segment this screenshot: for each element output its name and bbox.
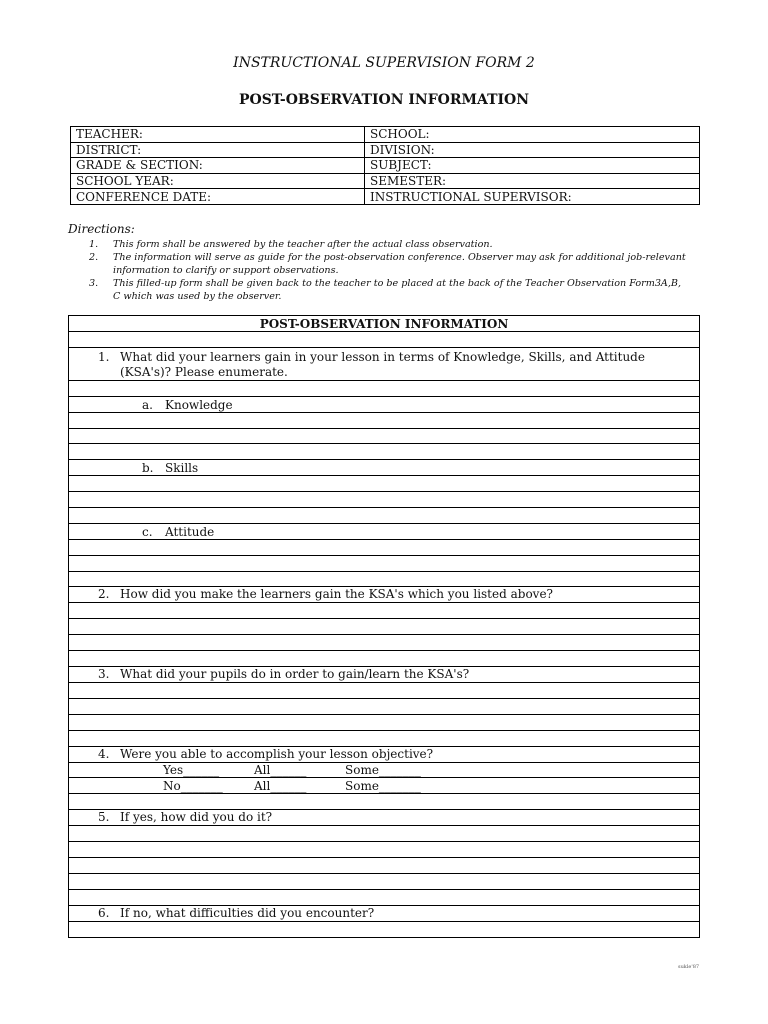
answer-line[interactable] bbox=[69, 412, 700, 428]
subquestion-letter: c. bbox=[142, 524, 153, 539]
direction-text: The information will serve as guide for the post-observation conference. Observer may ask for additional job-relevant information to clarify or support observations. bbox=[113, 252, 686, 276]
answer-line[interactable] bbox=[69, 794, 700, 810]
answer-line[interactable] bbox=[69, 508, 700, 524]
grade-section-field[interactable]: GRADE & SECTION: bbox=[71, 158, 365, 174]
direction-text: This form shall be answered by the teacher after the actual class observation. bbox=[113, 239, 493, 250]
answer-line[interactable] bbox=[69, 714, 700, 730]
question-3-row bbox=[69, 667, 700, 683]
question-text: Were you able to accomplish your lesson objective? bbox=[120, 746, 434, 761]
semester-field[interactable]: SEMESTER: bbox=[365, 173, 700, 189]
directions-block bbox=[68, 222, 688, 303]
direction-number: 2. bbox=[89, 252, 99, 263]
instructional-supervisor-field[interactable]: INSTRUCTIONAL SUPERVISOR: bbox=[365, 189, 700, 205]
question-text: If yes, how did you do it? bbox=[120, 810, 273, 825]
direction-text: This filled-up form shall be given back to the teacher to be placed at the back of the Teacher Observation Form3A,B, C which was used by the observer. bbox=[113, 278, 682, 302]
answer-line[interactable] bbox=[69, 683, 700, 699]
subquestion-label: Attitude bbox=[165, 524, 215, 539]
question-6-row bbox=[69, 905, 700, 921]
subject-field[interactable]: SUBJECT: bbox=[365, 158, 700, 174]
all-blank[interactable]: All______ bbox=[254, 763, 307, 778]
answer-line[interactable] bbox=[69, 555, 700, 571]
question-number: 2. bbox=[98, 587, 110, 602]
conference-date-field[interactable]: CONFERENCE DATE: bbox=[71, 189, 365, 205]
direction-item bbox=[68, 251, 688, 277]
direction-item bbox=[68, 238, 688, 251]
answer-line[interactable] bbox=[69, 889, 700, 905]
answer-line[interactable] bbox=[69, 571, 700, 587]
question-5-row bbox=[69, 810, 700, 826]
answer-line[interactable] bbox=[69, 603, 700, 619]
answer-line[interactable] bbox=[69, 428, 700, 444]
question-4-row bbox=[69, 746, 700, 762]
answer-line[interactable] bbox=[69, 651, 700, 667]
answer-line[interactable] bbox=[69, 380, 700, 396]
question-text: What did your learners gain in your lesson in terms of Knowledge, Skills, and Attitude (KSA's)? Please enumerate. bbox=[120, 349, 645, 379]
directions-heading: Directions: bbox=[68, 222, 135, 236]
directions-list bbox=[68, 238, 688, 303]
answer-line[interactable] bbox=[69, 635, 700, 651]
school-year-field[interactable]: SCHOOL YEAR: bbox=[71, 173, 365, 189]
answer-line[interactable] bbox=[69, 873, 700, 889]
answer-line[interactable] bbox=[69, 842, 700, 858]
subquestion-label: Skills bbox=[165, 461, 199, 476]
answer-line[interactable] bbox=[69, 698, 700, 714]
subquestion-knowledge-row bbox=[69, 396, 700, 412]
direction-item bbox=[68, 277, 688, 303]
division-field[interactable]: DIVISION: bbox=[365, 142, 700, 158]
table-heading: POST-OBSERVATION INFORMATION bbox=[69, 316, 700, 332]
question-2-row bbox=[69, 587, 700, 603]
yes-option-row bbox=[69, 762, 700, 778]
teacher-field[interactable]: TEACHER: bbox=[71, 127, 365, 143]
question-text: What did your pupils do in order to gain/learn the KSA's? bbox=[120, 667, 470, 682]
subquestion-letter: a. bbox=[142, 397, 153, 412]
all-blank[interactable]: All______ bbox=[254, 779, 307, 794]
subquestion-attitude-row bbox=[69, 523, 700, 539]
teacher-info-table bbox=[70, 126, 700, 205]
answer-line[interactable] bbox=[69, 858, 700, 874]
no-option-row bbox=[69, 778, 700, 794]
answer-line[interactable] bbox=[69, 826, 700, 842]
answer-line[interactable] bbox=[69, 476, 700, 492]
direction-number: 3. bbox=[89, 278, 99, 289]
question-text: How did you make the learners gain the KSA's which you listed above? bbox=[120, 587, 553, 602]
school-field[interactable]: SCHOOL: bbox=[365, 127, 700, 143]
post-observation-table bbox=[68, 315, 700, 938]
answer-line[interactable] bbox=[69, 619, 700, 635]
no-blank[interactable]: No_______ bbox=[163, 779, 223, 794]
footer-mark: sukle'87 bbox=[678, 964, 700, 970]
answer-line[interactable] bbox=[69, 492, 700, 508]
subquestion-letter: b. bbox=[142, 461, 154, 476]
question-number: 6. bbox=[98, 905, 110, 920]
question-1-row bbox=[69, 347, 700, 380]
question-text: If no, what difficulties did you encounter? bbox=[120, 905, 375, 920]
info-row bbox=[71, 189, 700, 205]
answer-line[interactable] bbox=[69, 921, 700, 937]
info-row bbox=[71, 158, 700, 174]
page-title: POST-OBSERVATION INFORMATION bbox=[238, 92, 530, 108]
question-number: 3. bbox=[98, 667, 110, 682]
question-number: 1. bbox=[98, 349, 110, 364]
subquestion-label: Knowledge bbox=[165, 397, 233, 412]
direction-number: 1. bbox=[89, 239, 99, 250]
info-row bbox=[71, 142, 700, 158]
district-field[interactable]: DISTRICT: bbox=[71, 142, 365, 158]
question-number: 4. bbox=[98, 746, 110, 761]
yes-blank[interactable]: Yes______ bbox=[163, 763, 220, 778]
answer-line[interactable] bbox=[69, 444, 700, 460]
answer-line[interactable] bbox=[69, 730, 700, 746]
subquestion-skills-row bbox=[69, 460, 700, 476]
info-row bbox=[71, 127, 700, 143]
info-row bbox=[71, 173, 700, 189]
answer-line[interactable] bbox=[69, 539, 700, 555]
answer-line[interactable] bbox=[69, 332, 700, 348]
some-blank[interactable]: Some_______ bbox=[345, 779, 421, 794]
form-title: INSTRUCTIONAL SUPERVISION FORM 2 bbox=[233, 55, 535, 71]
some-blank[interactable]: Some_______ bbox=[345, 763, 421, 778]
question-number: 5. bbox=[98, 810, 110, 825]
